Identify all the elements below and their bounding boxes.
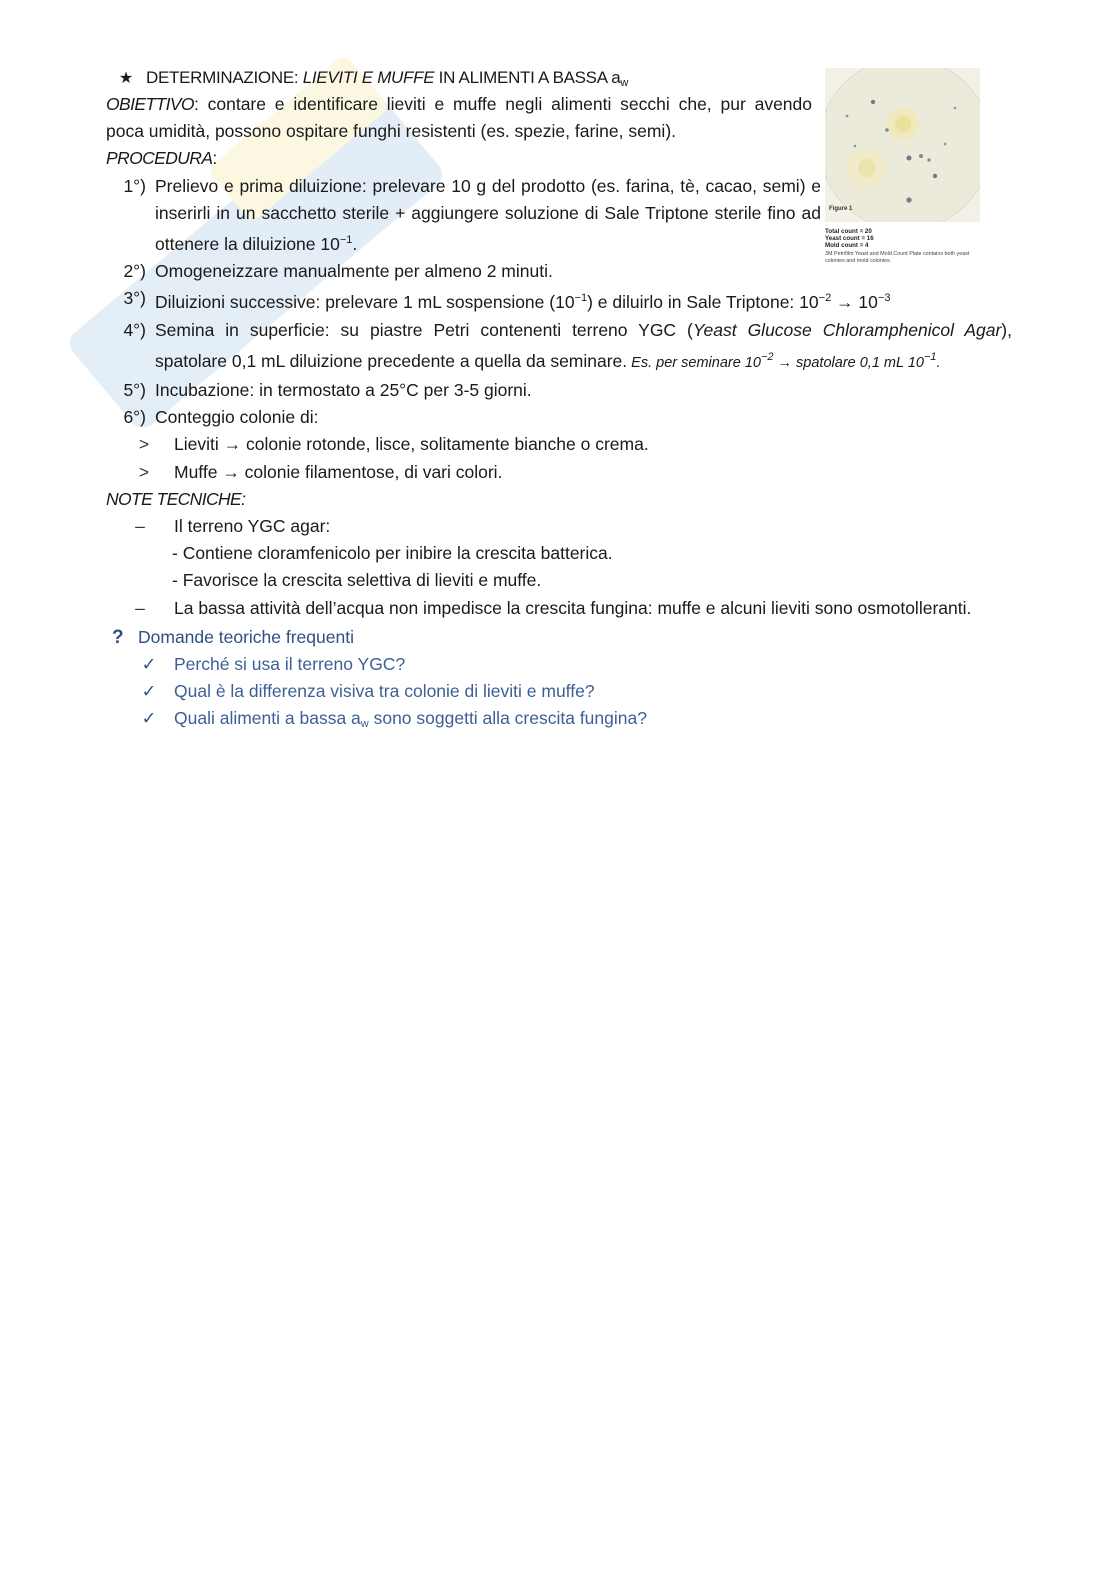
question-item: ✓ Perché si usa il terreno YGC? bbox=[106, 651, 1012, 678]
colony-yeast-item: > Lieviti → colonie rotonde, lisce, solitamente bianche o crema. bbox=[106, 431, 1012, 458]
dash-bullet: – bbox=[135, 516, 145, 537]
arrow-bullet-icon: > bbox=[138, 434, 150, 455]
procedure-heading: PROCEDURA: bbox=[106, 148, 218, 169]
questions-title: Domande teoriche frequenti bbox=[138, 626, 354, 647]
note-item: – Il terreno YGC agar: bbox=[106, 513, 1012, 540]
procedure-step-4: 4°) Semina in superficie: su piastre Petri contenenti terreno YGC (Yeast Glucose Chloramphenicol Agar), spatolare 0,1 mL diluizione precedente a quella da seminare. Es. per seminare $10^{-2}$ → spatolare 0,1 mL $10^{-1}$. bbox=[123, 319, 1012, 371]
note-subitem: - Contiene cloramfenicolo per inibire la crescita batterica. bbox=[172, 543, 613, 564]
figure-yeast-count: Yeast count = 16 bbox=[825, 235, 874, 242]
question-item: ✓ Qual è la differenza visiva tra colonie di lieviti e muffe? bbox=[106, 678, 1012, 705]
procedure-step-3: 3°) Diluizioni successive: prelevare 1 mL sospensione $(10^{-1})$ e diluirlo in Sale Triptone: $10^{-2} \to 10^{-3}$ bbox=[123, 288, 891, 313]
procedure-label: PROCEDURA bbox=[106, 148, 213, 169]
notes-heading: NOTE TECNICHE: bbox=[106, 488, 246, 509]
objective-label: OBIETTIVO bbox=[106, 94, 194, 114]
questions-heading bbox=[106, 624, 1012, 651]
objective-line2: poca umidità, possono ospitare funghi resistenti (es. spezie, farine, semi). bbox=[106, 121, 677, 142]
star-icon: ★ bbox=[118, 70, 134, 87]
question-item: ✓ Quali alimenti a bassa $a_w$ sono soggetti alla crescita fungina? bbox=[106, 705, 1012, 738]
figure-total-count: Total count = 20 bbox=[825, 228, 872, 235]
note-item: – La bassa attività dell’acqua non impedisce la crescita fungina: muffe e alcuni lieviti sono osmotolleranti. bbox=[106, 595, 1012, 622]
heading-text: DETERMINAZIONE: LIEVITI E MUFFE IN ALIMENTI A BASSA $a_w$ bbox=[146, 68, 629, 89]
procedure-step-1: 1°) Prelievo e prima diluizione: prelevare 10 g del prodotto (es. farina, tè, cacao, semi) e inserirli in un sacchetto sterile + aggiungere soluzione di Sale Triptone sterile fino ad ottenere la diluizione $10^{-1}$. bbox=[123, 175, 821, 255]
section-heading bbox=[106, 64, 1012, 91]
arrow-bullet-icon: > bbox=[138, 461, 150, 482]
checkmark-icon: ✓ bbox=[141, 681, 157, 702]
note-subitem: - Favorisce la crescita selettiva di lieviti e muffe. bbox=[172, 570, 542, 591]
figure-mold-count: Mold count = 4 bbox=[825, 242, 869, 249]
procedure-step-2: 2°) Omogeneizzare manualmente per almeno 2 minuti. bbox=[123, 261, 553, 282]
procedure-step-5: 5°) Incubazione: in termostato a 25°C per 3-5 giorni. bbox=[123, 380, 532, 401]
figure-label: Figure 1 bbox=[829, 206, 853, 212]
objective-line1: : contare e identificare lieviti e muffe negli alimenti secchi che, pur avendo bbox=[193, 94, 812, 114]
colony-mold-item: > Muffe → colonie filamentose, di vari colori. bbox=[106, 459, 1012, 486]
objective-paragraph bbox=[106, 91, 812, 118]
figure-note: 3M Petrifilm Yeast and Mold Count Plate contains both yeast colonies and mold colonies. bbox=[825, 251, 970, 264]
procedure-step-6: 6°) Conteggio colonie di: bbox=[123, 407, 319, 428]
checkmark-icon: ✓ bbox=[141, 708, 157, 729]
checkmark-icon: ✓ bbox=[141, 654, 157, 675]
dash-bullet: – bbox=[135, 597, 145, 618]
question-mark-icon: ? bbox=[112, 626, 124, 648]
document-content bbox=[106, 64, 1012, 739]
